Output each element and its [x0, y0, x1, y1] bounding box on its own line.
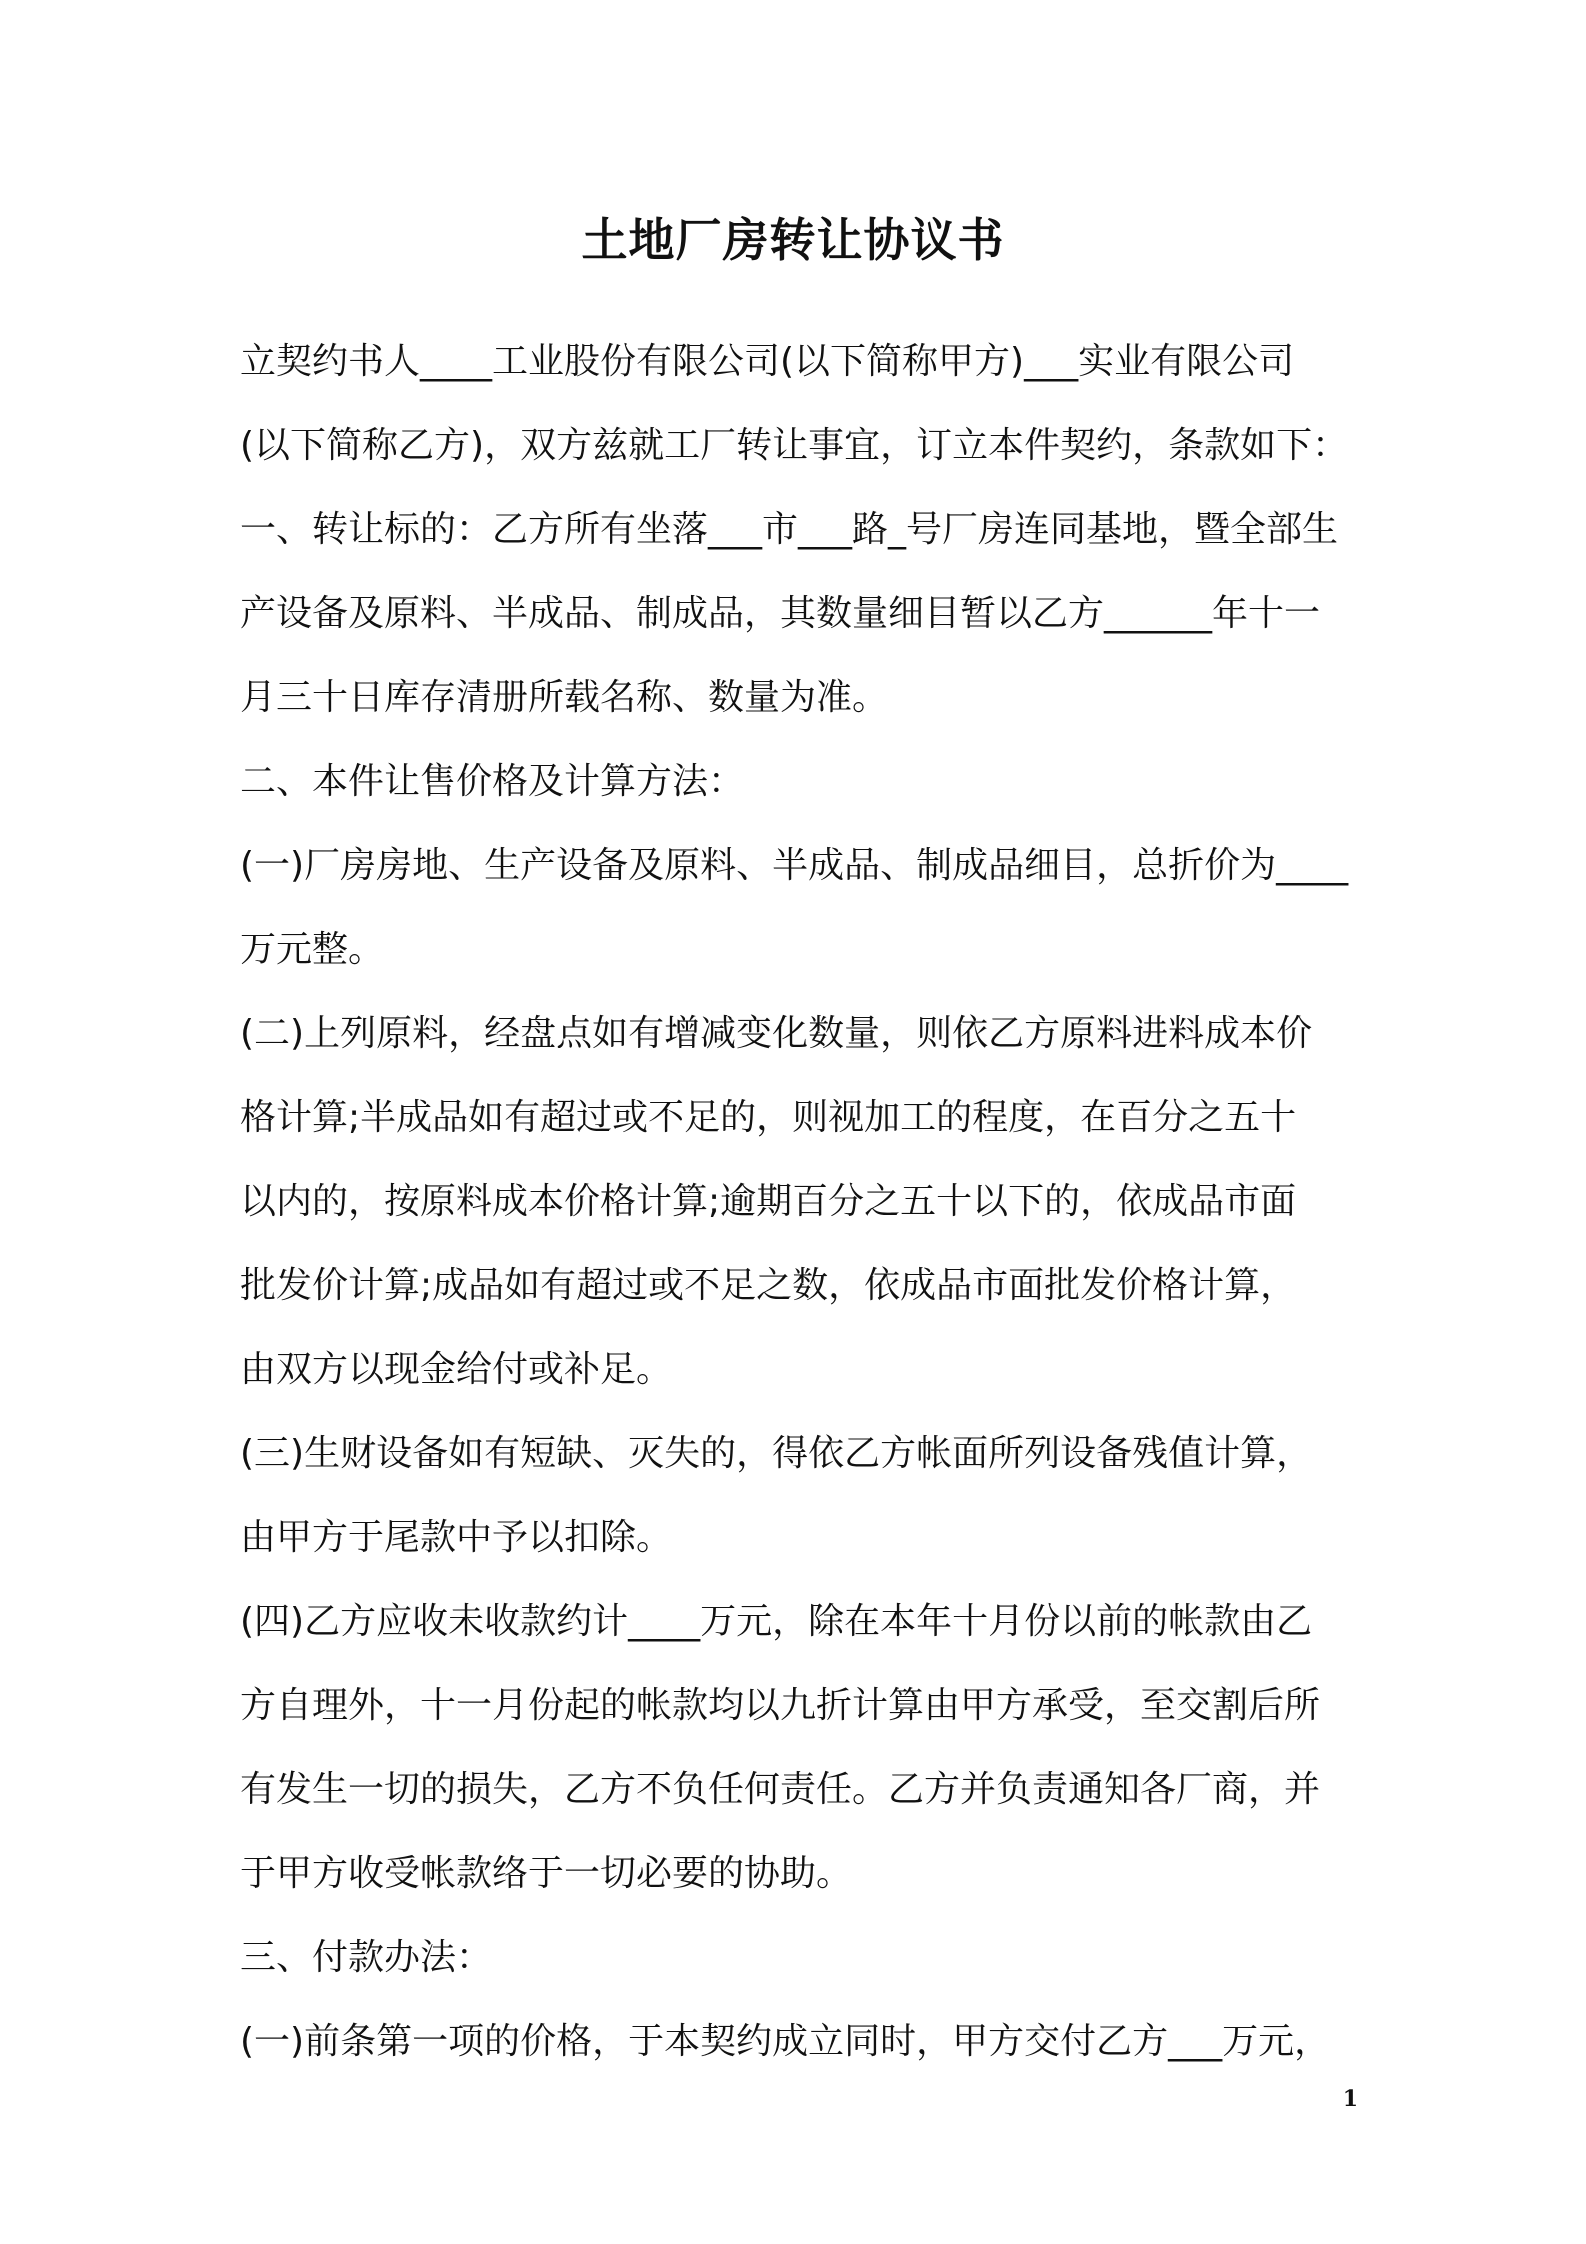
- text-line: 方自理外，十一月份起的帐款均以九折计算由甲方承受，至交割后所: [240, 1685, 1321, 1726]
- text-line: 一、转让标的：乙方所有坐落___市___路_号厂房连同基地，暨全部生: [240, 509, 1339, 550]
- text-line: (一)厂房房地、生产设备及原料、半成品、制成品细目，总折价为____: [240, 845, 1349, 886]
- text-line: 二、本件让售价格及计算方法：: [240, 761, 745, 802]
- text-line: 以内的，按原料成本价格计算;逾期百分之五十以下的，依成品市面: [240, 1181, 1297, 1222]
- text-line: 由甲方于尾款中予以扣除。: [240, 1517, 673, 1558]
- text-line: (二)上列原料，经盘点如有增减变化数量，则依乙方原料进料成本价: [240, 1013, 1313, 1054]
- text-line: 格计算;半成品如有超过或不足的，则视加工的程度，在百分之五十: [240, 1097, 1297, 1138]
- text-line: 有发生一切的损失，乙方不负任何责任。乙方并负责通知各厂商，并: [240, 1769, 1321, 1810]
- text-line: (四)乙方应收未收款约计____万元，除在本年十月份以前的帐款由乙: [240, 1601, 1313, 1642]
- text-line: (一)前条第一项的价格，于本契约成立同时，甲方交付乙方___万元，: [240, 2021, 1331, 2062]
- text-line: 万元整。: [240, 929, 385, 970]
- text-line: 批发价计算;成品如有超过或不足之数，依成品市面批发价格计算，: [240, 1265, 1297, 1306]
- text-line: 由双方以现金给付或补足。: [240, 1349, 673, 1390]
- text-line: 于甲方收受帐款络于一切必要的协助。: [240, 1853, 853, 1894]
- text-line: 三、付款办法：: [240, 1937, 493, 1978]
- text-line: (三)生财设备如有短缺、灭失的，得依乙方帐面所列设备残值计算，: [240, 1433, 1313, 1474]
- text-line: 产设备及原料、半成品、制成品，其数量细目暂以乙方______年十一: [240, 593, 1321, 634]
- page-number: 1: [1342, 2086, 1358, 2112]
- text-line: 月三十日库存清册所载名称、数量为准。: [240, 677, 889, 718]
- text-line: 立契约书人____工业股份有限公司(以下简称甲方)___实业有限公司: [240, 341, 1295, 382]
- text-line: (以下简称乙方)，双方兹就工厂转让事宜，订立本件契约，条款如下：: [240, 425, 1349, 466]
- document-title: 土地厂房转让协议书: [581, 213, 1005, 267]
- document-body: [240, 320, 1360, 2084]
